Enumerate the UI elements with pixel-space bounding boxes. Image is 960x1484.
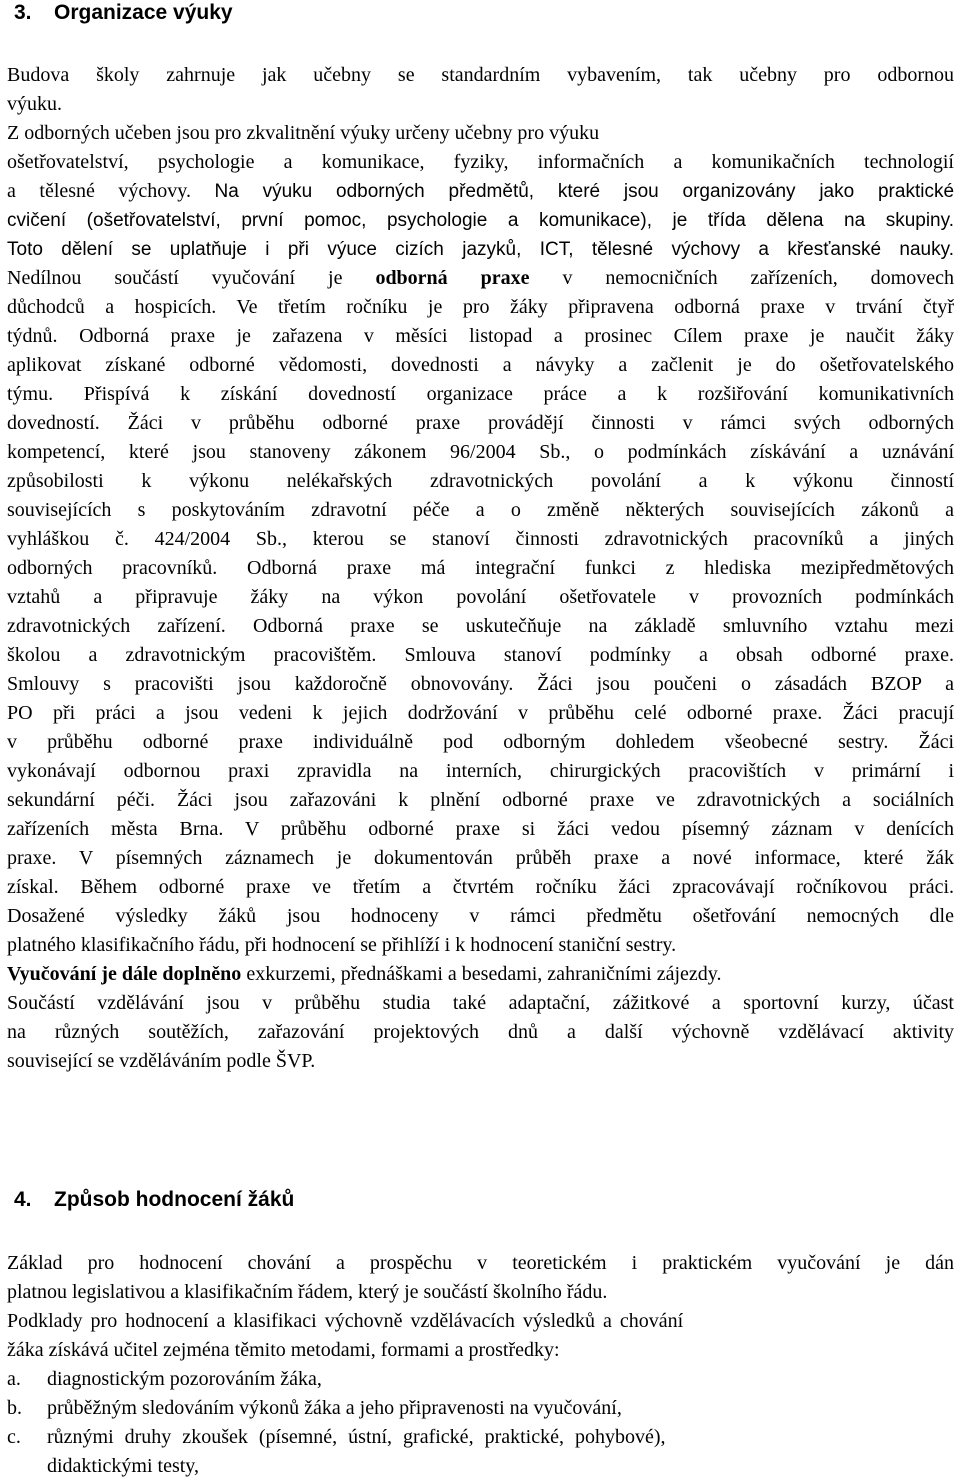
text-line: platnou legislativou a klasifikačním řádem, který je součástí školního řádu. (7, 1281, 608, 1303)
text-run: Na výuku odborných předmětů, které jsou organizovány jako praktické (214, 181, 955, 202)
text-line (7, 264, 954, 293)
text-line: Z odborných učeben jsou pro zkvalitnění výuky určeny učebny pro výuku (7, 122, 600, 144)
text-line: odborných pracovníků. Odborná praxe má integrační funkci z hlediska mezipředmětových (7, 557, 954, 579)
section-4-para-1 (7, 1249, 954, 1365)
text-line: kompetencí, které jsou stanoveny zákonem 96/2004 Sb., o podmínkách získávání a uznávání (7, 441, 954, 463)
evaluation-list (7, 1365, 954, 1481)
text-line: ošetřovatelství, psychologie a komunikace, fyziky, informačních a komunikačních technologií (7, 151, 954, 173)
text-line: Smlouvy s pracovišti jsou každoročně obnovovány. Žáci jsou poučeni o zásadách BZOP a (7, 673, 954, 695)
text-line: cvičení (ošetřovatelství, první pomoc, psychologie a komunikace), je třída dělena na skupiny. (7, 210, 954, 231)
list-item-continuation (7, 1452, 954, 1481)
text-line: školou a zdravotnickým pracovištěm. Smlouva stanoví podmínky a obsah odborné praxe. (7, 644, 954, 666)
text-line: důchodců a hospicích. Ve třetím ročníku je pro žáky připravena odborná praxe v trvání čtyř (7, 296, 954, 318)
list-item (7, 1423, 954, 1452)
text-run: Nedílnou součástí vyučování je (7, 267, 376, 289)
text-line: získal. Během odborné praxe ve třetím a čtvrtém ročníku žáci zpracovávají ročníkovou práci. (7, 876, 954, 898)
text-line: platného klasifikačního řádu, při hodnocení se přihlíží i k hodnocení staniční sestry. (7, 934, 677, 956)
text-line: žáka získává učitel zejména těmito metodami, formami a prostředky: (7, 1339, 560, 1361)
text-line: Základ pro hodnocení chování a prospěchu v teoretickém i praktickém vyučování je dán (7, 1252, 954, 1274)
text-line: výuku. (7, 93, 62, 115)
list-marker: c. (7, 1426, 21, 1448)
section-3-body (7, 119, 954, 1076)
text-run: a tělesné výchovy. (7, 180, 215, 202)
text-line: souvisejících s poskytováním zdravotní péče a o změně některých souvisejících zákonů a (7, 499, 954, 521)
text-line: Budova školy zahrnuje jak učebny se standardním vybavením, tak učebny pro odbornou (7, 64, 954, 86)
text-line: na různých soutěžích, zařazování projektových dnů a další výchovně vzdělávací aktivity (7, 1021, 954, 1043)
text-line: Součástí vzdělávání jsou v průběhu studia také adaptační, zážitkové a sportovní kurzy, účast (7, 992, 954, 1014)
list-item (7, 1365, 954, 1394)
text-line (7, 960, 954, 989)
section-4-number: 4. (14, 1188, 32, 1211)
text-line: vztahů a připravuje žáky na výkon povolání ošetřovatele v provozních podmínkách (7, 586, 954, 608)
list-item (7, 1394, 954, 1423)
section-4-heading (14, 1187, 294, 1213)
text-line: sekundární péči. Žáci jsou zařazováni k plnění odborné praxe ve zdravotnických a sociálních (7, 789, 954, 811)
text-line: Toto dělení se uplatňuje i při výuce cizích jazyků, ICT, tělesné výchovy a křesťanské nauky. (7, 239, 954, 260)
list-item-text: didaktickými testy, (47, 1455, 200, 1477)
list-marker: b. (7, 1397, 22, 1419)
text-line: zdravotnických zařízení. Odborná praxe se uskutečňuje na základě smluvního vztahu mezi (7, 615, 954, 637)
text-line: aplikovat získané odborné vědomosti, dovednosti a návyky a začlenit je do ošetřovatelského (7, 354, 954, 376)
section-3-number: 3. (14, 1, 32, 24)
emphasis-odborna-praxe: odborná praxe (375, 267, 530, 289)
text-line: související se vzděláváním podle ŠVP. (7, 1050, 316, 1072)
section-3-intro (7, 61, 954, 119)
text-line: Dosažené výsledky žáků jsou hodnoceny v rámci předmětu ošetřování nemocných dle (7, 905, 954, 927)
section-3-heading (14, 0, 233, 26)
text-line (7, 177, 954, 206)
text-run: v nemocničních zařízeních, domovech (529, 267, 954, 289)
text-line: PO při práci a jsou vedeni k jejich dodržování v průběhu celé odborné praxe. Žáci pracují (7, 702, 954, 724)
text-line: Podklady pro hodnocení a klasifikaci výchovně vzdělávacích výsledků a chování (7, 1310, 684, 1332)
section-4-title: Způsob hodnocení žáků (54, 1188, 295, 1211)
text-run: exkurzemi, přednáškami a besedami, zahraničními zájezdy. (241, 963, 722, 985)
text-line: praxe. V písemných záznamech je dokumentován průběh praxe a nové informace, které žák (7, 847, 954, 869)
text-line: týmu. Přispívá k získání dovedností organizace práce a k rozšiřování komunikativních (7, 383, 954, 405)
text-line: v průběhu odborné praxe individuálně pod odborným dohledem všeobecné sestry. Žáci (7, 731, 954, 753)
text-line: týdnů. Odborná praxe je zařazena v měsíci listopad a prosinec Cílem praxe je naučit žáky (7, 325, 954, 347)
text-line: vykonávají odbornou praxi zpravidla na interních, chirurgických pracovištích v primární i (7, 760, 954, 782)
text-line: dovedností. Žáci v průběhu odborné praxe provádějí činnosti v rámci svých odborných (7, 412, 954, 434)
list-item-text: diagnostickým pozorováním žáka, (47, 1368, 322, 1390)
list-marker: a. (7, 1368, 21, 1390)
list-item-text: různými druhy zkoušek (písemné, ústní, grafické, praktické, pohybové), (47, 1426, 666, 1448)
text-line: vyhláškou č. 424/2004 Sb., kterou se stanoví činnosti zdravotnických pracovníků a jiných (7, 528, 954, 550)
bold-lead: Vyučování je dále doplněno (7, 963, 242, 985)
section-3-title: Organizace výuky (54, 1, 233, 24)
text-line: způsobilosti k výkonu nelékařských zdravotnických povolání a k výkonu činností (7, 470, 954, 492)
text-line: zařízeních města Brna. V průběhu odborné praxe si žáci vedou písemný záznam v denících (7, 818, 954, 840)
list-item-text: průběžným sledováním výkonů žáka a jeho připravenosti na vyučování, (47, 1397, 622, 1419)
